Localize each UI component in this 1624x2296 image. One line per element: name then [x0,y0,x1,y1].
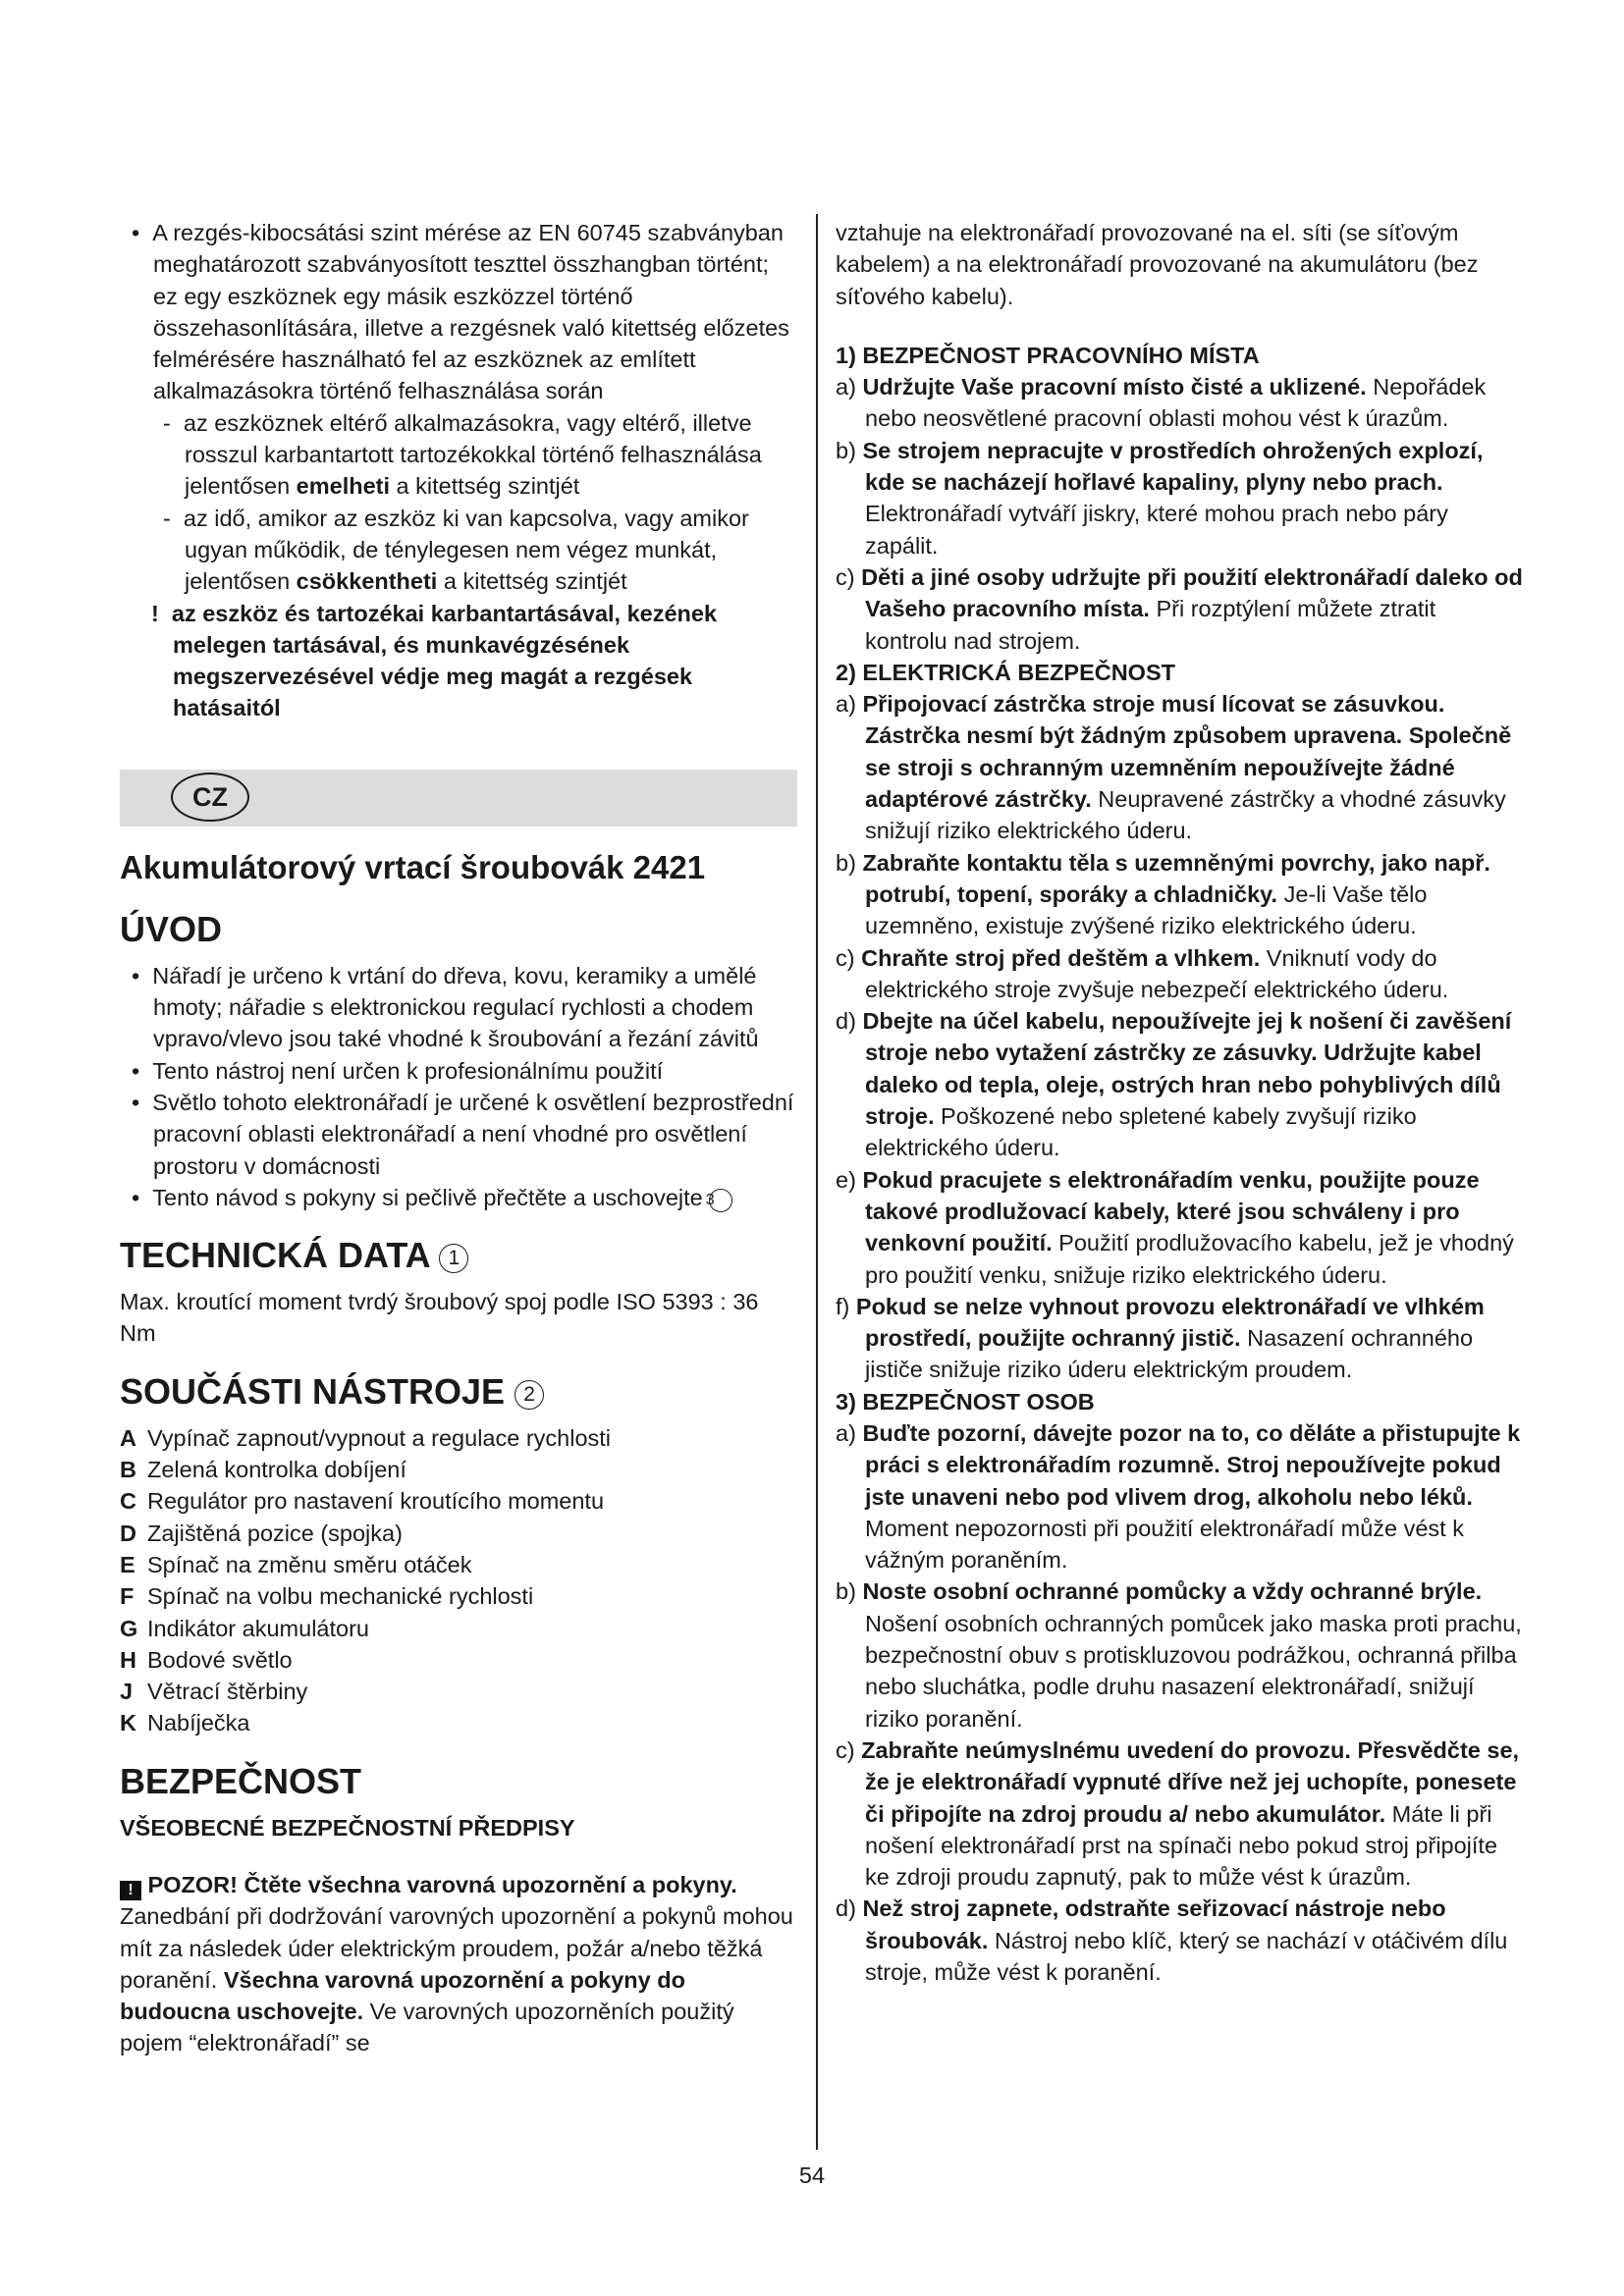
part-item: B Zelená kontrolka dobíjení [120,1457,406,1483]
intro-item: • Světlo tohoto elektronářadí je určené k osvětlení bezprostřední pracovní oblasti elektronářadí a není vhodné pro osvětlení prostoru v domácnosti [132,1089,794,1179]
part-item: F Spínač na volbu mechanické rychlosti [120,1583,534,1610]
intro-item: • Tento návod s pokyny si pečlivě přečtěte a uschovejte 3 [120,1182,797,1213]
language-badge: CZ [171,773,249,822]
product-title: Akumulátorový vrtací šroubovák 2421 [120,848,706,885]
section-heading-personal: 3) BEZPEČNOST OSOB [836,1388,1095,1415]
vibration-bullet: • A rezgés-kibocsátási szint mérése az EN 60745 szabványban meghatározott szabványosított teszttel összhangban történt; ez egy eszköznek egy másik eszközzel történő összehasonlítására, illetve a rezgésnek való kitettség előzetes felmérésére használható fel az eszköznek az említett alkalmazásokra történő felhasználása során [132,220,789,404]
safety-item: b) Noste osobní ochranné pomůcky a vždy ochranné brýle. Nošení osobních ochranných pomůcek jako maska proti prachu, bezpečnostní obuv s protiskluzovou podrážkou, ochranná přilba nebo sluchátka, podle druhu nasazení elektronářadí, snižují riziko poranění. [836,1578,1522,1732]
column-divider [816,214,818,2150]
vibration-sub-item-1: - az eszköznek eltérő alkalmazásokra, vagy eltérő, illetve rosszul karbantartott tartozékokkal történő felhasználása jelentősen emelheti a kitettség szintjét [163,409,762,500]
safety-item: b) Se strojem nepracujte v prostředích ohrožených explozí, kde se nacházejí hořlavé kapaliny, plyny nebo prach. Elektronářadí vytváří jiskry, které mohou prach nebo páry zapálit. [836,437,1484,559]
safety-heading: BEZPEČNOST [120,1760,362,1801]
caution-paragraph: ! POZOR! Čtěte všechna varovná upozornění a pokyny. Zanedbání při dodržování varovných upozornění a pokynů mohou mít za následek úder elektrickým proudem, požár a/nebo těžká poranění. Všechna varovná upozornění a pokyny do budoucna uschovejte. Ve varovných upozorněních použitý pojem “elektronářadí” se [120,1871,793,2056]
safety-item: c) Zabraňte neúmyslnému uvedení do provozu. Přesvědčte se, že je elektronářadí vypnuté dříve než jej uchopíte, ponesete či připojíte na zdroj proudu a/ nebo akumulátor. Máte li při nošení elektronářadí prst na spínači nebo pokud stroj připojíte ke zdroji proudu zapnutý, pak to může vést k úrazům. [836,1736,1520,1891]
figure-ref-icon: 2 [514,1380,544,1410]
intro-item: • Tento nástroj není určen k profesionálnímu použití [132,1057,664,1084]
tech-data-heading: TECHNICKÁ DATA 1 [120,1235,797,1276]
parts-heading: SOUČÁSTI NÁSTROJE 2 [120,1371,797,1413]
part-item: D Zajištěná pozice (spojka) [120,1520,403,1546]
left-column [120,217,797,2059]
continuation-text: vztahuje na elektronářadí provozované na el. síti (se síťovým kabelem) a na elektronářadí provozované na akumulátoru (bez síťového kabelu). [836,220,1479,309]
figure-ref-icon: 1 [439,1244,468,1273]
safety-item: f) Pokud se nelze vyhnout provozu elektronářadí ve vlhkém prostředí, použijte ochranný jistič. Nasazení ochranného jističe snižuje riziko úderu elektrickým proudem. [836,1293,1485,1383]
right-column [836,217,1523,1988]
safety-item: d) Dbejte na účel kabelu, nepoužívejte jej k nošení či zavěšení stroje nebo vytažení zástrčky ze zásuvky. Udržujte kabel daleko od tepla, oleje, ostrých hran nebo pohyblivých dílů stroje. Poškozené nebo spletené kabely zvyšují riziko elektrického úderu. [836,1008,1512,1161]
part-item: J Větrací štěrbiny [120,1679,308,1705]
part-item: G Indikátor akumulátoru [120,1615,369,1641]
safety-item: a) Udržujte Vaše pracovní místo čisté a uklizené. Nepořádek nebo neosvětlené pracovní oblasti mohou vést k úrazům. [836,374,1487,432]
figure-ref-icon: 3 [709,1189,732,1212]
part-item: H Bodové světlo [120,1646,293,1673]
part-item: C Regulátor pro nastavení kroutícího momentu [120,1488,605,1515]
safety-item: b) Zabraňte kontaktu těla s uzemněnými povrchy, jako např. potrubí, topení, sporáky a chladničky. Je-li Vaše tělo uzemněno, existuje zvýšené riziko elektrického úderu. [836,849,1490,939]
safety-item: c) Chraňte stroj před deštěm a vlhkem. Vniknutí vody do elektrického stroje zvyšuje nebezpečí elektrického úderu. [836,944,1449,1002]
intro-heading: ÚVOD [120,908,223,949]
safety-item: d) Než stroj zapnete, odstraňte seřizovací nástroje nebo šroubovák. Nástroj nebo klíč, který se nachází v otáčivém dílu stroje, může vést k poranění. [836,1896,1508,1986]
tech-data-text: Max. kroutící moment tvrdý šroubový spoj podle ISO 5393 : 36 Nm [120,1289,759,1347]
safety-item: a) Buďte pozorní, dávejte pozor na to, co děláte a přistupujte k práci s elektronářadím rozumně. Stroj nepoužívejte pokud jste unaveni nebo pod vlivem drog, alkoholu nebo léků. Moment nepozornosti při použití elektronářadí může vést k vážným poraněním. [836,1419,1521,1574]
page-number: 54 [798,2163,826,2188]
part-item: E Spínač na změnu směru otáček [120,1551,472,1577]
part-item: K Nabíječka [120,1710,250,1736]
section-heading-workplace: 1) BEZPEČNOST PRACOVNÍHO MÍSTA [836,342,1260,368]
parts-list [120,1422,797,1739]
vibration-warning: ! az eszköz és tartozékai karbantartásával, kezének melegen tartásával, és munkavégzésének megszervezésével védje meg magát a rezgések hatásaitól [151,600,718,721]
warning-icon: ! [120,1881,141,1900]
safety-item: a) Připojovací zástrčka stroje musí lícovat se zásuvkou. Zástrčka nesmí být žádným způsobem upravena. Společně se stroji s ochranným uzemněním nepoužívejte žádné adaptérové zástrčky. Neupravené zástrčky a vhodné zásuvky snižují riziko elektrického úderu. [836,691,1512,844]
safety-item: e) Pokud pracujete s elektronářadím venku, použijte pouze takové prodlužovací kabely, které jsou schváleny i pro venkovní použití. Použití prodlužovacího kabelu, jež je vhodný pro použití venku, snižuje riziko elektrického úderu. [836,1166,1514,1288]
language-band [120,770,797,827]
section-heading-electrical: 2) ELEKTRICKÁ BEZPEČNOST [836,659,1175,685]
general-safety-heading: VŠEOBECNÉ BEZPEČNOSTNÍ PŘEDPISY [120,1814,575,1841]
safety-item: c) Děti a jiné osoby udržujte při použití elektronářadí daleko od Vašeho pracovního místa. Při rozptýlení můžete ztratit kontrolu nad strojem. [836,563,1523,654]
vibration-sub-item-2: - az idő, amikor az eszköz ki van kapcsolva, vagy amikor ugyan működik, de ténylegesen nem végez munkát, jelentősen csökkentheti a kitettség szintjét [163,505,749,595]
part-item: A Vypínač zapnout/vypnout a regulace rychlosti [120,1424,612,1451]
intro-item: • Nářadí je určeno k vrtání do dřeva, kovu, keramiky a umělé hmoty; nářadie s elektronickou regulací rychlosti a chodem vpravo/vlevo jsou také vhodné k šroubování a řezání závitů [132,962,759,1052]
